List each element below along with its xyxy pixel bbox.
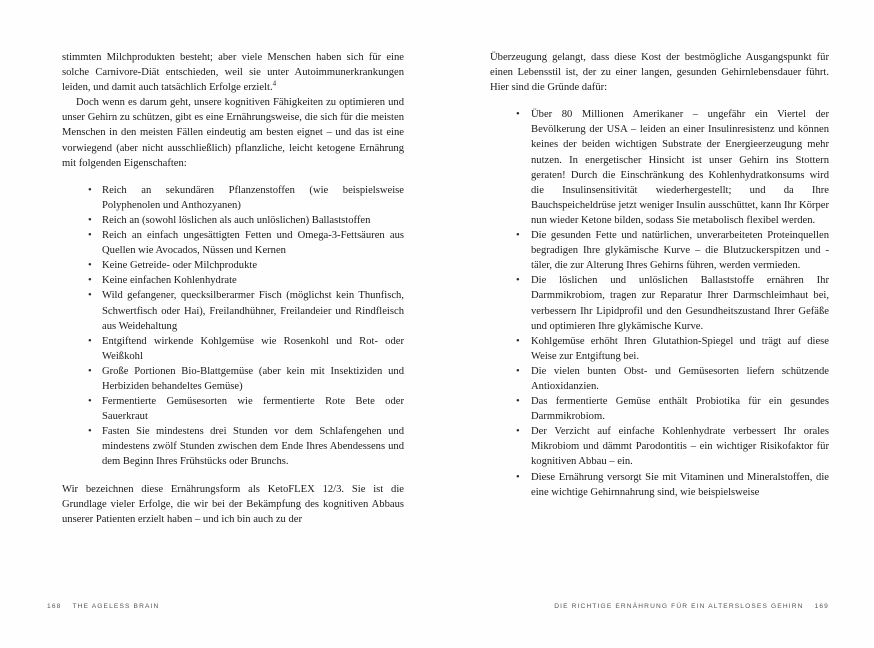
left-paragraph-1-text: stimmten Milchprodukten besteht; aber viele Menschen haben sich für eine solche Carnivore-Diät entschieden, weil sie unter Autoimmunerkrankungen leiden, und damit auch tatsächlich Erfolge erzielt. bbox=[62, 52, 404, 94]
list-item bbox=[516, 273, 829, 333]
left-page-text-column bbox=[62, 50, 404, 527]
left-paragraph-2: Doch wenn es darum geht, unsere kognitiven Fähigkeiten zu optimieren und unser Gehirn zu schützen, gibt es eine Ernährungsweise, die sich für die meisten Menschen in den meisten Fällen eindeutig am besten eignet – und das ist eine vorwiegend (aber nicht ausschließlich) pflanzliche, leicht ketogene Ernährung mit folgenden Eigenschaften: bbox=[62, 97, 404, 169]
bullet-icon: • bbox=[88, 184, 92, 196]
list-item bbox=[88, 258, 404, 273]
list-item-text: Reich an (sowohl löslichen als auch unlöslichen) Ballaststoffen bbox=[102, 214, 371, 226]
spacer-after-left-list bbox=[62, 470, 404, 482]
list-item-text: Fasten Sie mindestens drei Stunden vor dem Schlafengehen und mindestens zwölf Stunden zwischen dem Ende Ihres Abendessens und dem Beginn Ihres Frühstücks oder Brunchs. bbox=[102, 426, 404, 468]
list-item bbox=[516, 470, 829, 500]
list-item-text: Das fermentierte Gemüse enthält Probiotika für ein gesundes Darmmikrobiom. bbox=[531, 396, 829, 423]
list-item bbox=[88, 183, 404, 213]
list-item-text: Die gesunden Fette und natürlichen, unverarbeiteten Proteinquellen begradigen Ihre glykämische Kurve – die Blutzuckerspitzen und -täler, die zur Alterung Ihres Gehirns führen, werden vermieden. bbox=[531, 230, 829, 272]
spacer-before-right-list bbox=[490, 95, 829, 107]
list-item bbox=[516, 228, 829, 273]
right-page-text-column bbox=[490, 50, 829, 500]
left-page-number: 168 bbox=[47, 603, 62, 610]
right-page-number: 169 bbox=[814, 603, 829, 610]
list-item bbox=[88, 228, 404, 258]
list-item bbox=[516, 364, 829, 394]
left-bullet-list bbox=[62, 183, 404, 470]
bullet-icon: • bbox=[88, 290, 92, 302]
left-page-footer bbox=[47, 603, 159, 610]
list-item-text: Wild gefangener, quecksilberarmer Fisch (möglichst kein Thunfisch, Schwertfisch oder Hai), Freilandhühner, Freilandeier und Rindfleisch aus Weidehaltung bbox=[102, 290, 404, 332]
right-page bbox=[437, 0, 874, 648]
list-item bbox=[88, 288, 404, 333]
spacer-before-left-list bbox=[62, 171, 404, 183]
list-item-text: Der Verzicht auf einfache Kohlenhydrate verbessert Ihr orales Mikrobiom und dämmt Parodontitis – ein wichtiger Risikofaktor für kognitiven Abbau – ein. bbox=[531, 426, 829, 468]
bullet-icon: • bbox=[88, 365, 92, 377]
bullet-icon: • bbox=[516, 471, 520, 483]
left-running-head: THE AGELESS BRAIN bbox=[72, 603, 160, 610]
right-opening-paragraph: Überzeugung gelangt, dass diese Kost der bestmögliche Ausgangspunkt für einen Lebensstil ist, der zu einer langen, gesunden Gehirnlebensdauer führt. Hier sind die Gründe dafür: bbox=[490, 52, 829, 94]
left-closing-paragraph: Wir bezeichnen diese Ernährungsform als KetoFLEX 12/3. Sie ist die Grundlage vieler Erfolge, die wir bei der Bekämpfung des kognitiven Abbaus unserer Patienten erzielt haben – und ich bin auch zu der bbox=[62, 483, 404, 525]
list-item-text: Entgiftend wirkende Kohlgemüse wie Rosenkohl und Rot- oder Weißkohl bbox=[102, 335, 404, 362]
bullet-icon: • bbox=[516, 230, 520, 242]
list-item bbox=[88, 394, 404, 424]
list-item-text: Über 80 Millionen Amerikaner – ungefähr ein Viertel der Bevölkerung der USA – leiden an einer Insulinresistenz und können keines der beiden wichtigen Substrate der Energieerzeugung mehr nutzen. In energetischer Hinsicht ist unser Gehirn ins Stottern geraten! Durch die Einschränkung des Kohlenhydratkonsums wird die Insulinsensitivität wiederhergestellt; und da Ihre Bauchspeicheldrüse jetzt weniger Insulin ausschüttet, kann Ihr Körper nun wieder Ketone bilden, sodass Sie metabolisch flexibel werden. bbox=[531, 109, 829, 226]
list-item bbox=[88, 273, 404, 288]
bullet-icon: • bbox=[516, 365, 520, 377]
bullet-icon: • bbox=[88, 230, 92, 242]
right-running-head: DIE RICHTIGE ERNÄHRUNG FÜR EIN ALTERSLOSES GEHIRN bbox=[554, 603, 804, 610]
bullet-icon: • bbox=[516, 426, 520, 438]
list-item-text: Reich an sekundären Pflanzenstoffen (wie beispielsweise Polyphenolen und Anthozyanen) bbox=[102, 184, 404, 211]
footnote-reference-marker: 4 bbox=[272, 79, 277, 88]
list-item bbox=[88, 213, 404, 228]
list-item-text: Die vielen bunten Obst- und Gemüsesorten liefern schützende Antioxidanzien. bbox=[531, 365, 829, 392]
list-item bbox=[516, 107, 829, 228]
list-item bbox=[88, 334, 404, 364]
list-item-text: Diese Ernährung versorgt Sie mit Vitaminen und Mineralstoffen, die eine wichtige Gehirnnahrung sind, wie beispielsweise bbox=[531, 471, 829, 498]
left-paragraph-1 bbox=[62, 50, 404, 95]
list-item bbox=[516, 424, 829, 469]
bullet-icon: • bbox=[516, 109, 520, 121]
bullet-icon: • bbox=[88, 260, 92, 272]
bullet-icon: • bbox=[88, 275, 92, 287]
bullet-icon: • bbox=[516, 396, 520, 408]
list-item-text: Fermentierte Gemüsesorten wie fermentierte Rote Bete oder Sauerkraut bbox=[102, 396, 404, 423]
list-item-text: Die löslichen und unlöslichen Ballaststoffe ernähren Ihr Darmmikrobiom, tragen zur Reparatur Ihrer Darmschleimhaut bei, verbessern Ihr Lipidprofil und den Gesundheitszustand Ihrer Gefäße und optimieren Ihre glykämische Kurve. bbox=[531, 275, 829, 332]
right-bullet-list bbox=[490, 107, 829, 499]
list-item bbox=[88, 364, 404, 394]
list-item-text: Kohlgemüse erhöht Ihren Glutathion-Spiegel und trägt auf diese Weise zur Entgiftung bei. bbox=[531, 335, 829, 362]
bullet-icon: • bbox=[88, 335, 92, 347]
list-item bbox=[88, 424, 404, 469]
bullet-icon: • bbox=[88, 396, 92, 408]
bullet-icon: • bbox=[88, 426, 92, 438]
right-page-footer bbox=[554, 603, 829, 610]
list-item-text: Große Portionen Bio-Blattgemüse (aber kein mit Insektiziden und Herbiziden behandeltes Gemüse) bbox=[102, 365, 404, 392]
list-item bbox=[516, 394, 829, 424]
list-item-text: Reich an einfach ungesättigten Fetten und Omega-3-Fettsäuren aus Quellen wie Avocados, Nüssen und Kernen bbox=[102, 230, 404, 257]
list-item-text: Keine einfachen Kohlenhydrate bbox=[102, 275, 237, 287]
bullet-icon: • bbox=[88, 214, 92, 226]
bullet-icon: • bbox=[516, 335, 520, 347]
list-item-text: Keine Getreide- oder Milchprodukte bbox=[102, 260, 258, 272]
list-item bbox=[516, 334, 829, 364]
bullet-icon: • bbox=[516, 275, 520, 287]
